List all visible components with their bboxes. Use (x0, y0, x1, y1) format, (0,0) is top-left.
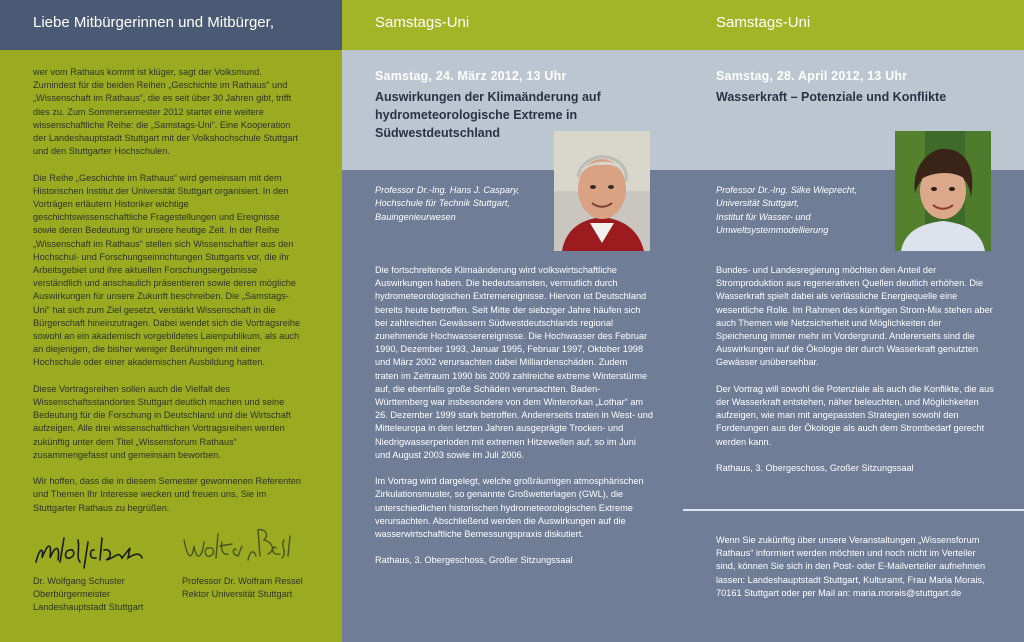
signature-ressel (180, 520, 300, 576)
welcome-paragraph-1: wer vom Rathaus kommt ist klüger, sagt der Volksmund. Zumindest für die beiden Reihen „Geschichte im Rathaus“ und „Wissenschaft im Rathaus“, die es seit über 30 Jahren gibt, trifft dies zu. Zum Sommersemester 2012 startet eine weitere wissenschaftliche Reihe: die „Samstags-Uni“. Eine Kooperation der Landeshauptstadt Stuttgart mit der Volkshochschule Stuttgart und den Stuttgarter Hochschulen. (33, 67, 299, 157)
event-date-march: Samstag, 24. März 2012, 13 Uhr (375, 69, 567, 83)
description-paragraph-2: Der Vortrag will sowohl die Potenziale als auch die Konflikte, die aus der Wasserkraft entstehen, näher beleuchten, und Möglichkeiten aufzeigen, wie man mit angepassten Strategien sowohl den Forderungen aus der Ökologie als auch dem Strombedarf gerecht werden kann. (716, 383, 994, 447)
event-location-march: Rathaus, 3. Obergeschoss, Großer Sitzungssaal (375, 555, 573, 566)
welcome-column (0, 0, 342, 642)
welcome-paragraph-4: Wir hoffen, dass die in diesem Semester gewonnenen Referenten und Themen Ihr Interesse wecken und freuen uns, Sie im Stuttgarter Rathaus zu begrüßen. (33, 476, 301, 513)
speaker-photo-caspary (554, 131, 650, 251)
event-header-april: Samstags-Uni (683, 0, 1024, 50)
section-divider (683, 509, 1024, 511)
event-location-april: Rathaus, 3. Obergeschoss, Großer Sitzungssaal (716, 463, 914, 474)
speaker-line-2: Universität Stuttgart, (716, 198, 800, 209)
event-column-april (683, 0, 1024, 642)
speaker-info-april (716, 184, 906, 237)
speaker-photo-wieprecht (895, 131, 991, 251)
description-paragraph-2: Im Vortrag wird dargelegt, welche großräumigen atmosphärischen Zirkulationsmuster, so genannte Großwetterlagen (GWL), die unterschiedlichen historischen hydrometeorologischen Extreme verursachten. Abschließend werden die Auswirkungen auf die wasserwirtschaftliche Bemessungspraxis diskutiert. (375, 476, 644, 540)
welcome-text (33, 66, 305, 528)
event-description-april (716, 264, 994, 488)
event-description-march (375, 264, 653, 581)
speaker-line-2: Hochschule für Technik Stuttgart, (375, 198, 510, 209)
speaker-line-3: Bauingenieurwesen (375, 211, 456, 222)
speaker-line-3: Institut für Wasser- und (716, 211, 811, 222)
speaker-line-1: Professor Dr.-Ing. Silke Wieprecht, (716, 185, 858, 195)
signatory-1-role: Oberbürgermeister (33, 589, 111, 600)
speaker-line-1: Professor Dr.-Ing. Hans J. Caspary, (375, 185, 520, 195)
signatory-2 (182, 575, 303, 601)
signatory-1-org: Landeshauptstadt Stuttgart (33, 602, 144, 613)
event-title-march: Auswirkungen der Klimaänderung auf hydrometeorologische Extreme in Südwestdeutschland (375, 90, 601, 140)
signatory-2-role: Rektor Universität Stuttgart (182, 589, 293, 600)
event-header-march: Samstags-Uni (342, 0, 683, 50)
description-paragraph-1: Bundes- und Landesregierung möchten den Anteil der Stromproduktion aus regenerativen Quellen deutlich erhöhen. Die Wasserkraft spielt dabei als verlässliche Energiequelle eine wesentliche Rolle. Im Rahmen des künftigen Strom-Mix stehen aber auch Themen wie Netzsicherheit und Möglichkeiten der Speicherung immer mehr im Vordergrund. Andererseits sind die Auswirkungen auf die Ökologie der durch Wasserkraft genutzten Gewässer unübersehbar. (716, 265, 993, 368)
mailing-list-info: Wenn Sie zukünftig über unsere Veranstaltungen „Wissensforum Rathaus“ informiert werden möchten und noch nicht im Verteiler sind, können Sie sich in den Post- oder E-Mailverteiler aufnehmen lassen: Landeshauptstadt Stuttgart, Kulturamt, Frau Maria Morais, 70161 Stuttgart oder per Mail an: maria.morais@stuttgart.de (716, 535, 986, 598)
speaker-line-4: Umweltsystemmodellierung (716, 224, 829, 235)
description-paragraph-1: Die fortschreitende Klimaänderung wird volkswirtschaftliche Auswirkungen haben. Die bedeutsamsten, vermutlich durch hydrometeorologischen Extremereignisse. Hiervon ist Deutschland bereits heute betroffen. Seit Mitte der siebziger Jahre häufen sich bei zahlreichen Gewässern Südwestdeutschlands regional zunehmende Hochwasserereignisse. Die Hochwasser des Februar 1990, Dezember 1993, Januar 1995, Februar 1997, Oktober 1998 und März 2002 verursachten dabei Milliardenschäden. Zudem traten im Zeitraum 1990 bis 2009 zahlreiche extreme Winterstürme auf, die ebenfalls große Schäden verursachten. Baden-Württemberg war insbesondere von dem Winterorkan „Lothar“ am 26. Dezember 1999 stark betroffen. Andererseits traten in West- und Mitteleuropa in den letzten Jahren ausgeprägte Trocken- und Niedrigwasserperioden mit extremen Hitzewellen auf, so im Juni und August 2003 sowie im Juli 2006. (375, 265, 653, 460)
signatory-1 (33, 575, 143, 615)
event-date-april: Samstag, 28. April 2012, 13 Uhr (716, 69, 908, 83)
welcome-paragraph-2: Die Reihe „Geschichte im Rathaus“ wird gemeinsam mit dem Historischen Institut der Universität Stuttgart organisiert. In den Vorträgen erläutern Historiker wichtige geschichtswissenschaftliche Fragestellungen und Ereignisse sowie deren Bedeutung für unsere heutige Zeit. In der Reihe „Wissenschaft im Rathaus“ stellen sich Wissenschaftler aus den Hochschul- und Forschungseinrichtungen Stuttgarts vor, die ihr Arbeitsgebiet und ihre aktuellen Forschungsergebnisse verständlich und anschaulich präsentieren sowie deren mögliche Auswirkungen für unsere Zukunft beschreiben. Die „Samstags-Uni“ hat sich zum Ziel gesetzt, verstärkt Wissenschaft in die Bürgerschaft hineinzutragen. Dabei wendet sich die Vortragsreihe sowohl an ein akademisch vorgebildetes Laienpublikum, als auch an diejenigen, die bisher weniger Berührungen mit einer Hochschule oder einer akademischen Ausbildung hatten. (33, 172, 301, 368)
signature-schuster (30, 528, 160, 576)
signatory-2-name: Professor Dr. Wolfram Ressel (182, 576, 303, 586)
welcome-paragraph-3: Diese Vortragsreihen sollen auch die Vielfalt des Wissenschaftsstandortes Stuttgart deutlich machen und seine Bedeutung für die Forschung in Deutschland und die Wirtschaft aufzeigen. Alle drei wissenschaftlichen Vortragsreihen werden zukünftig unter dem Titel „Wissensforum Rathaus“ zusammengefasst und gemeinsam beworben. (33, 383, 291, 460)
speaker-info-march (375, 184, 565, 224)
signatory-1-name: Dr. Wolfgang Schuster (33, 576, 125, 586)
event-column-march (342, 0, 683, 642)
welcome-header: Liebe Mitbürgerinnen und Mitbürger, (0, 0, 342, 50)
event-title-april: Wasserkraft – Potenziale und Konflikte (716, 90, 947, 104)
